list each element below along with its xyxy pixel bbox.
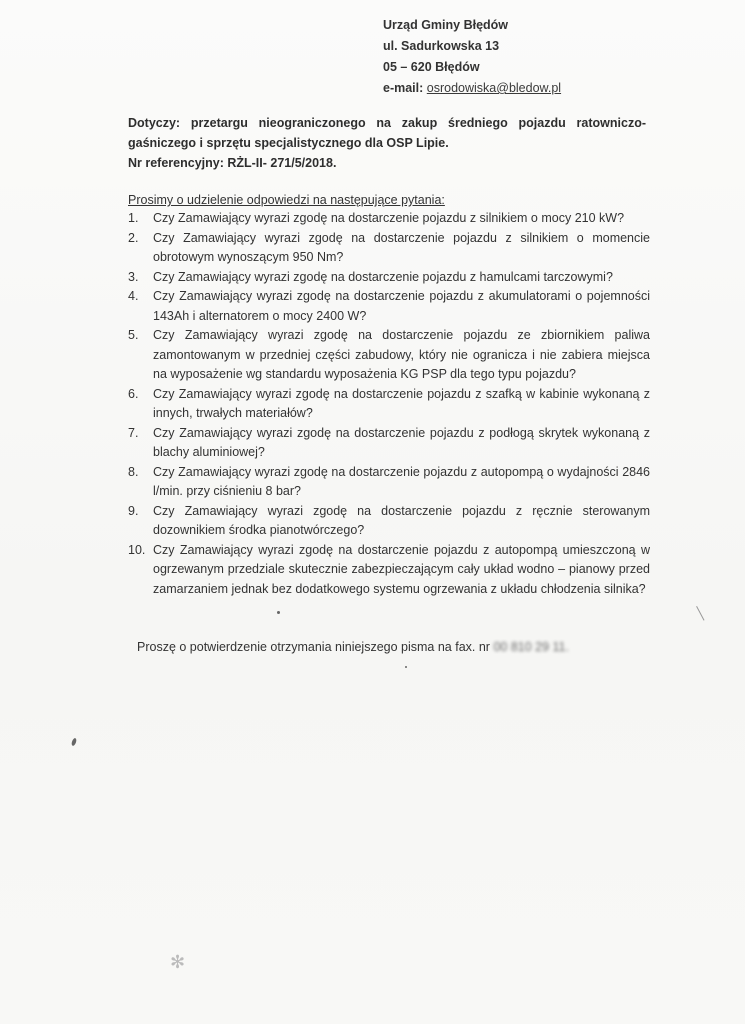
question-item [128, 209, 650, 229]
question-list [128, 209, 650, 599]
question-text: Czy Zamawiający wyrazi zgodę na dostarczenie pojazdu z podłogą skrytek wykonaną z blachy aluminiowej? [153, 425, 650, 459]
email-line [383, 78, 561, 99]
question-number: 3. [128, 269, 139, 284]
question-number: 10. [128, 542, 146, 557]
question-text: Czy Zamawiający wyrazi zgodę na dostarczenie pojazdu z akumulatorami o pojemności 143Ah i alternatorem o mocy 2400 W? [153, 289, 650, 323]
question-text: Czy Zamawiający wyrazi zgodę na dostarczenie pojazdu z hamulcami tarczowymi? [153, 269, 613, 284]
question-text: Czy Zamawiający wyrazi zgodę na dostarczenie pojazdu ze zbiornikiem paliwa zamontowanym w przedniej części zabudowy, który nie ogranicza i nie zabiera miejsca na wyposażenie wg standardu wyposażenia KG PSP dla tego typu pojazdu? [153, 328, 650, 381]
fax-number-redacted: 00 810 29 11. [493, 640, 569, 654]
question-number: 6. [128, 386, 139, 401]
scan-speck [71, 738, 77, 747]
footer-text: Proszę o potwierdzenie otrzymania niniejszego pisma na fax. nr [137, 640, 490, 654]
street-address: ul. Sadurkowska 13 [383, 39, 500, 53]
question-item [128, 424, 650, 463]
scan-smudge: ✻ [170, 952, 186, 972]
question-item [128, 502, 650, 541]
question-number: 9. [128, 503, 139, 518]
question-text: Czy Zamawiający wyrazi zgodę na dostarczenie pojazdu z silnikiem o mocy 210 kW? [153, 211, 625, 225]
question-item [128, 385, 650, 424]
question-text: Czy Zamawiający wyrazi zgodę na dostarczenie pojazdu z silnikiem o momencie obrotowym wynoszącym 950 Nm? [153, 230, 650, 264]
question-item [128, 287, 650, 326]
question-number: 8. [128, 464, 139, 479]
scan-speck [405, 666, 407, 668]
recipient-address [383, 15, 561, 99]
question-text: Czy Zamawiający wyrazi zgodę na dostarczenie pojazdu z szafką w kabinie wykonaną z innych, trwałych materiałów? [153, 386, 650, 420]
office-name: Urząd Gminy Błędów [383, 18, 509, 32]
subject-block [128, 113, 646, 173]
reference-number: Nr referencyjny: RŻL-II- 271/5/2018. [128, 156, 337, 170]
subject-text: Dotyczy: przetargu nieograniczonego na zakup średniego pojazdu ratowniczo-gaśniczego i sprzętu specjalistycznego dla OSP Lipie. [128, 116, 646, 150]
question-text: Czy Zamawiający wyrazi zgodę na dostarczenie pojazdu z autopompą o wydajności 2846 l/min. przy ciśnieniu 8 bar? [153, 464, 650, 498]
email-link[interactable]: osrodowiska@bledow.pl [426, 81, 562, 95]
question-number: 7. [128, 425, 139, 440]
scan-scratch [696, 606, 704, 621]
postal-city: 05 – 620 Błędów [383, 60, 480, 74]
question-text: Czy Zamawiający wyrazi zgodę na dostarczenie pojazdu z autopompą umieszczoną w ogrzewanym przedziale skutecznie zabezpieczającym cały układ wodno – pianowy przed zamarzaniem jednak bez dodatkowego systemu ogrzewania z układu chłodzenia silnika? [153, 542, 650, 596]
question-item [128, 463, 650, 502]
footer-line [137, 640, 569, 654]
question-number: 2. [128, 230, 139, 245]
question-number: 4. [128, 289, 139, 303]
intro-text: Prosimy o udzielenie odpowiedzi na następujące pytania: [128, 193, 445, 207]
scan-speck [277, 611, 280, 614]
question-number: 5. [128, 328, 139, 342]
question-item [128, 326, 650, 385]
question-item [128, 229, 650, 268]
question-number: 1. [128, 211, 139, 225]
question-item [128, 541, 650, 600]
question-text: Czy Zamawiający wyrazi zgodę na dostarczenie pojazdu z ręcznie sterowanym dozownikiem środka pianotwórczego? [153, 503, 650, 537]
question-item [128, 268, 650, 288]
email-label: e-mail: [383, 81, 424, 95]
